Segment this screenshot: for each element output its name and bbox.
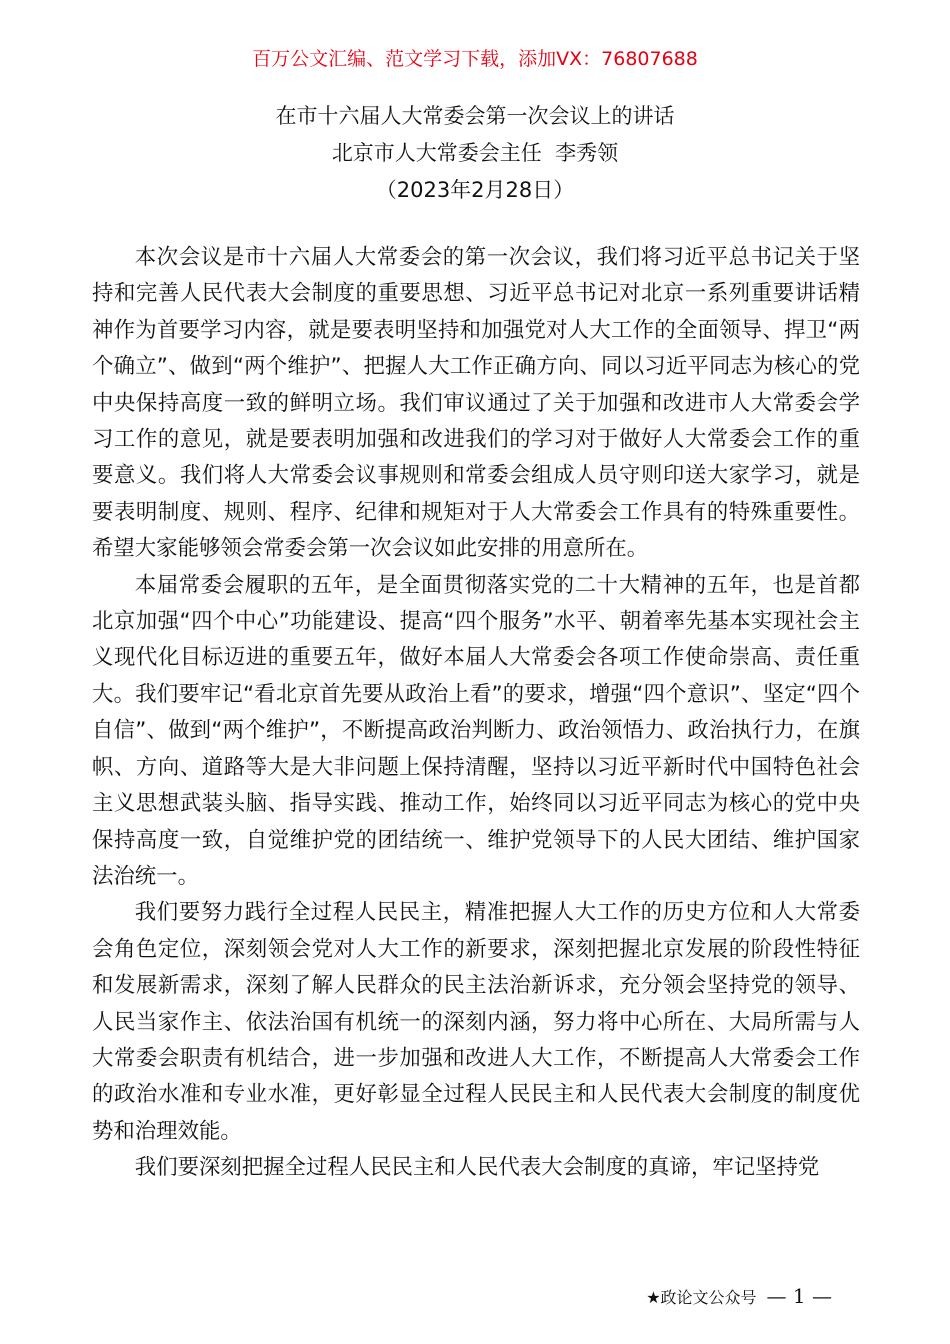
paragraph: 本次会议是市十六届人大常委会的第一次会议，我们将习近平总书记关于坚持和完善人民代表大会制度的重要思想、习近平总书记对北京一系列重要讲话精神作为首要学习内容，就是要表明坚持和加强党对人大工作的全面领导、捍卫“两个确立”、做到“两个维护”、把握人大工作正确方向、同以习近平同志为核心的党中央保持高度一致的鲜明立场。我们审议通过了关于加强和改进市人大常委会学习工作的意见，就是要表明加强和改进我们的学习对于做好人大常委会工作的重要意义。我们将人大常委会议事规则和常委会组成人员守则印送大家学习，就是要表明制度、规则、程序、纪律和规矩对于人大常委会工作具有的特殊重要性。希望大家能够领会常委会第一次会议如此安排的用意所在。 <box>92 245 860 562</box>
speech-date: （2023年2月28日） <box>375 178 575 202</box>
header-note: 百万公文汇编、范文学习下载，添加VX：76807688 <box>252 48 698 70</box>
speech-title: 在市十六届人大常委会第一次会议上的讲话 <box>275 104 675 128</box>
footer-source: ★政论文公众号 <box>646 1288 757 1307</box>
paragraph: 本届常委会履职的五年，是全面贯彻落实党的二十大精神的五年，也是首都北京加强“四个中心”功能建设、提高“四个服务”水平、朝着率先基本实现社会主义现代化目标迈进的重要五年，做好本届人大常委会各项工作使命崇高、责任重大。我们要牢记“看北京首先要从政治上看”的要求，增强“四个意识”、坚定“四个自信”、做到“两个维护”，不断提高政治判断力、政治领悟力、政治执行力，在旗帜、方向、道路等大是大非问题上保持清醒，坚持以习近平新时代中国特色社会主义思想武装头脑、指导实践、推动工作，始终同以习近平同志为核心的党中央保持高度一致，自觉维护党的团结统一、维护党领导下的人民大团结、维护国家法治统一。 <box>92 572 860 889</box>
speaker-line: 北京市人大常委会主任 李秀领 <box>331 141 619 165</box>
paragraph: 我们要努力践行全过程人民民主，精准把握人大工作的历史方位和人大常委会角色定位，深刻领会党对人大工作的新要求，深刻把握北京发展的阶段性特征和发展新需求，深刻了解人民群众的民主法治新诉求，充分领会坚持党的领导、人民当家作主、依法治国有机统一的深刻内涵，努力将中心所在、大局所需与人大常委会职责有机结合，进一步加强和改进人大工作，不断提高人大常委会工作的政治水准和专业水准，更好彰显全过程人民民主和人民代表大会制度的制度优势和治理效能。 <box>92 900 860 1144</box>
paragraph: 我们要深刻把握全过程人民民主和人民代表大会制度的真谛，牢记坚持党 <box>134 1155 820 1181</box>
title-block <box>0 98 950 209</box>
body-text <box>92 240 860 1187</box>
page-number: — 1 — <box>766 1284 832 1308</box>
page-footer <box>646 1283 832 1311</box>
